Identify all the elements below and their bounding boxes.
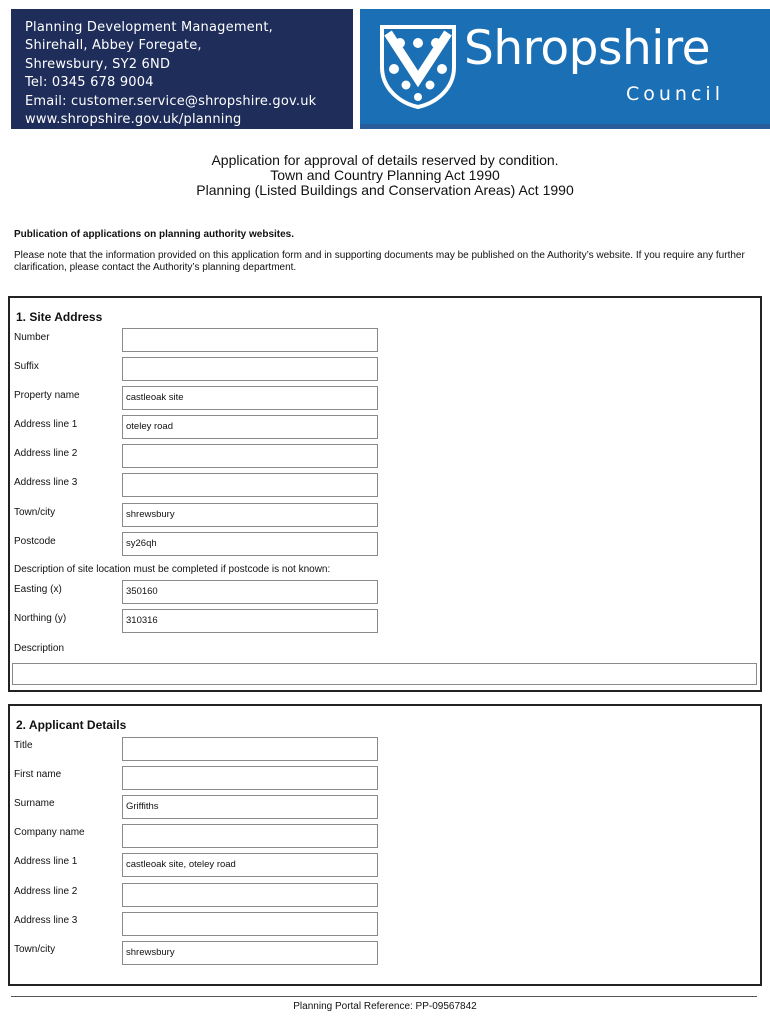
council-logo-panel [360, 9, 770, 129]
applicant-town-city-input[interactable]: shrewsbury [122, 941, 378, 965]
suffix-label: Suffix [14, 361, 39, 372]
first-name-input[interactable] [122, 766, 378, 790]
title-line: Application for approval of details reserved by condition. [211, 152, 559, 168]
applicant-address-line-3-input[interactable] [122, 912, 378, 936]
address-line-1-label: Address line 1 [14, 419, 78, 430]
town-city-label: Town/city [14, 507, 56, 518]
easting-input[interactable]: 350160 [122, 580, 378, 604]
brand-name: Shropshire [464, 21, 711, 76]
company-name-input[interactable] [122, 824, 378, 848]
easting-label: Easting (x) [14, 584, 62, 595]
description-label: Description [14, 643, 65, 654]
company-name-label: Company name [14, 827, 85, 838]
northing-input[interactable]: 310316 [122, 609, 378, 633]
contact-website: www.shropshire.gov.uk/planning [25, 112, 242, 128]
number-label: Number [14, 332, 50, 343]
footer-divider [11, 996, 757, 997]
description-input[interactable] [12, 663, 757, 685]
postcode-input[interactable]: sy26qh [122, 532, 378, 556]
applicant-address-line-1-label: Address line 1 [14, 856, 78, 867]
form-title [0, 153, 770, 198]
property-name-input[interactable]: castleoak site [122, 386, 378, 410]
town-city-input[interactable]: shrewsbury [122, 503, 378, 527]
contact-phone: Tel: 0345 678 9004 [25, 75, 154, 91]
title-label: Title [14, 740, 33, 751]
first-name-label: First name [14, 769, 62, 780]
postcode-label: Postcode [14, 536, 56, 547]
address-line-2-input[interactable] [122, 444, 378, 468]
publication-heading: Publication of applications on planning authority websites. [14, 229, 295, 240]
contact-line: Shirehall, Abbey Foregate, [25, 38, 202, 54]
applicant-town-city-label: Town/city [14, 944, 56, 955]
portal-reference: Planning Portal Reference: PP-09567842 [293, 1001, 477, 1012]
address-line-3-label: Address line 3 [14, 477, 78, 488]
section-title: 2. Applicant Details [16, 718, 127, 732]
northing-label: Northing (y) [14, 613, 67, 624]
address-line-2-label: Address line 2 [14, 448, 78, 459]
title-line: Town and Country Planning Act 1990 [270, 167, 500, 183]
property-name-label: Property name [14, 390, 80, 401]
contact-line: Planning Development Management, [25, 20, 273, 35]
address-line-3-input[interactable] [122, 473, 378, 497]
applicant-address-line-2-label: Address line 2 [14, 886, 78, 897]
publication-notice: Please note that the information provided on this application form and in supporting documents may be published on the Authority’s website. If you require any further clarification, please contact the Authority’s planning department. [14, 250, 745, 273]
title-input[interactable] [122, 737, 378, 761]
title-line: Planning (Listed Buildings and Conservation Areas) Act 1990 [196, 182, 574, 198]
number-input[interactable] [122, 328, 378, 352]
brand-subtitle: Council [626, 83, 724, 105]
surname-input[interactable]: Griffiths [122, 795, 378, 819]
address-line-1-input[interactable]: oteley road [122, 415, 378, 439]
suffix-input[interactable] [122, 357, 378, 381]
site-location-note: Description of site location must be completed if postcode is not known: [14, 564, 331, 575]
applicant-address-line-3-label: Address line 3 [14, 915, 78, 926]
applicant-address-line-1-input[interactable]: castleoak site, oteley road [122, 853, 378, 877]
contact-panel [11, 9, 353, 129]
applicant-address-line-2-input[interactable] [122, 883, 378, 907]
logo-strip [360, 124, 770, 129]
contact-line: Shrewsbury, SY2 6ND [25, 56, 171, 72]
shropshire-crest-icon [378, 23, 458, 109]
section-title: 1. Site Address [16, 310, 103, 324]
contact-email: Email: customer.service@shropshire.gov.uk [25, 93, 317, 109]
surname-label: Surname [14, 798, 55, 809]
